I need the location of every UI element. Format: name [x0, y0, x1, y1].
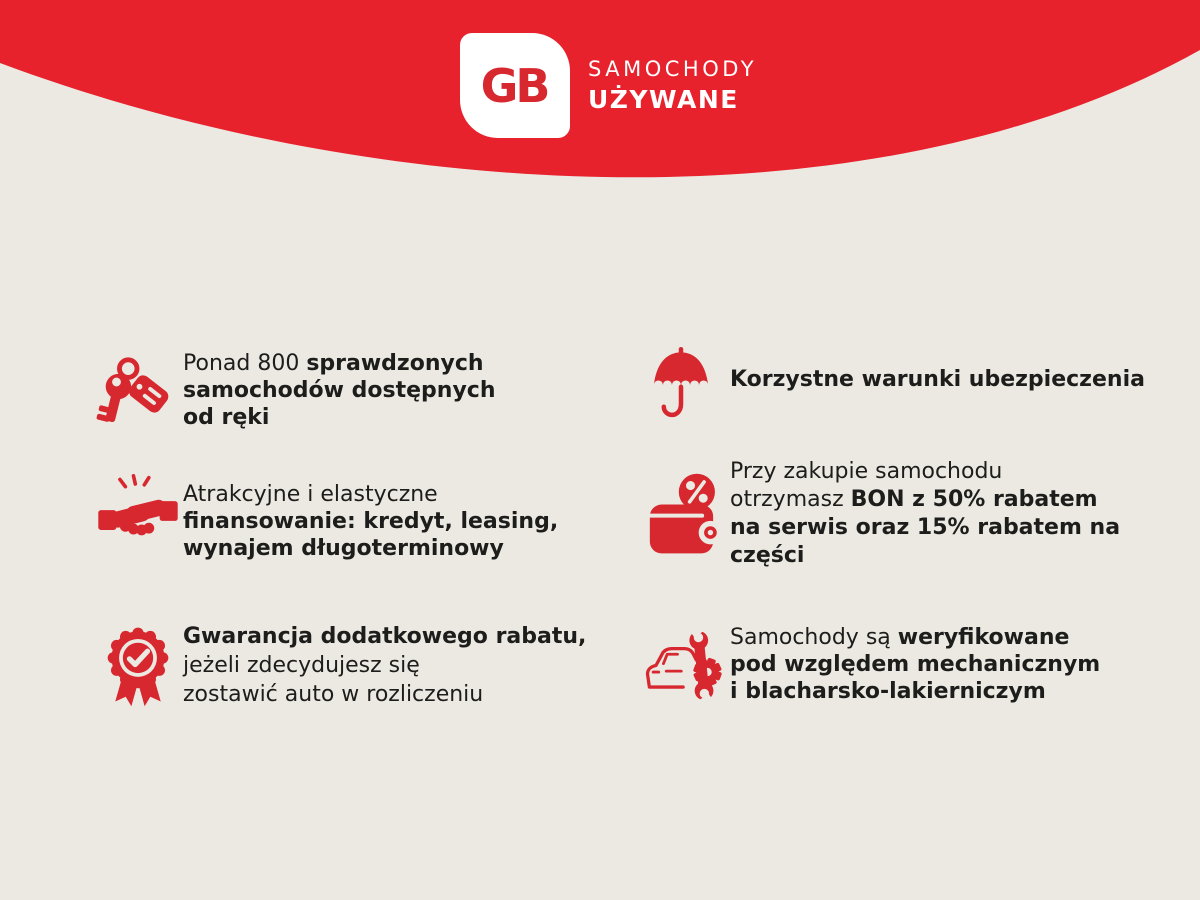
wallet-discount-icon	[648, 472, 724, 557]
header-curve	[0, 0, 1200, 235]
feature-line: otrzymasz BON z 50% rabatem	[730, 487, 1098, 512]
feature-line: jeżeli zdecydujesz się	[183, 653, 420, 678]
brand-name-line2: UŻYWANE	[588, 85, 739, 114]
umbrella-icon	[652, 347, 710, 423]
feature-line: finansowanie: kredyt, leasing,	[183, 509, 559, 534]
feature-text-service-voucher	[730, 458, 1120, 570]
feature-line: części	[730, 543, 805, 568]
gb-logo: GB	[480, 58, 548, 113]
brand-logo-card	[460, 33, 570, 138]
feature-line: samochodów dostępnych	[183, 378, 496, 403]
feature-text-trade-in-discount	[183, 622, 586, 709]
feature-line: Gwarancja dodatkowego rabatu,	[183, 624, 587, 649]
brand-name-line1: SAMOCHODY	[588, 57, 758, 81]
feature-line: od ręki	[183, 405, 270, 430]
feature-line: Atrakcyjne i elastyczne	[183, 482, 438, 507]
feature-text-insurance	[730, 366, 1145, 393]
feature-line: Ponad 800 sprawdzonych	[183, 351, 484, 376]
feature-line: zostawić auto w rozliczeniu	[183, 682, 484, 707]
feature-text-inventory	[183, 350, 496, 431]
feature-line: Korzystne warunki ubezpieczenia	[730, 367, 1145, 392]
feature-line: pod względem mechanicznym	[730, 652, 1101, 677]
award-ribbon-icon	[100, 620, 176, 711]
feature-line: Przy zakupie samochodu	[730, 459, 1003, 484]
feature-text-financing	[183, 481, 558, 562]
feature-line: i blacharsko-lakierniczym	[730, 679, 1046, 704]
key-tag-icon	[96, 354, 178, 430]
brand-wordmark	[588, 57, 757, 114]
car-service-icon	[640, 628, 730, 703]
feature-text-verification	[730, 624, 1100, 705]
handshake-icon	[98, 474, 178, 548]
feature-line: wynajem długoterminowy	[183, 536, 504, 561]
feature-line: na serwis oraz 15% rabatem na	[730, 515, 1121, 540]
feature-line: Samochody są weryfikowane	[730, 625, 1070, 650]
